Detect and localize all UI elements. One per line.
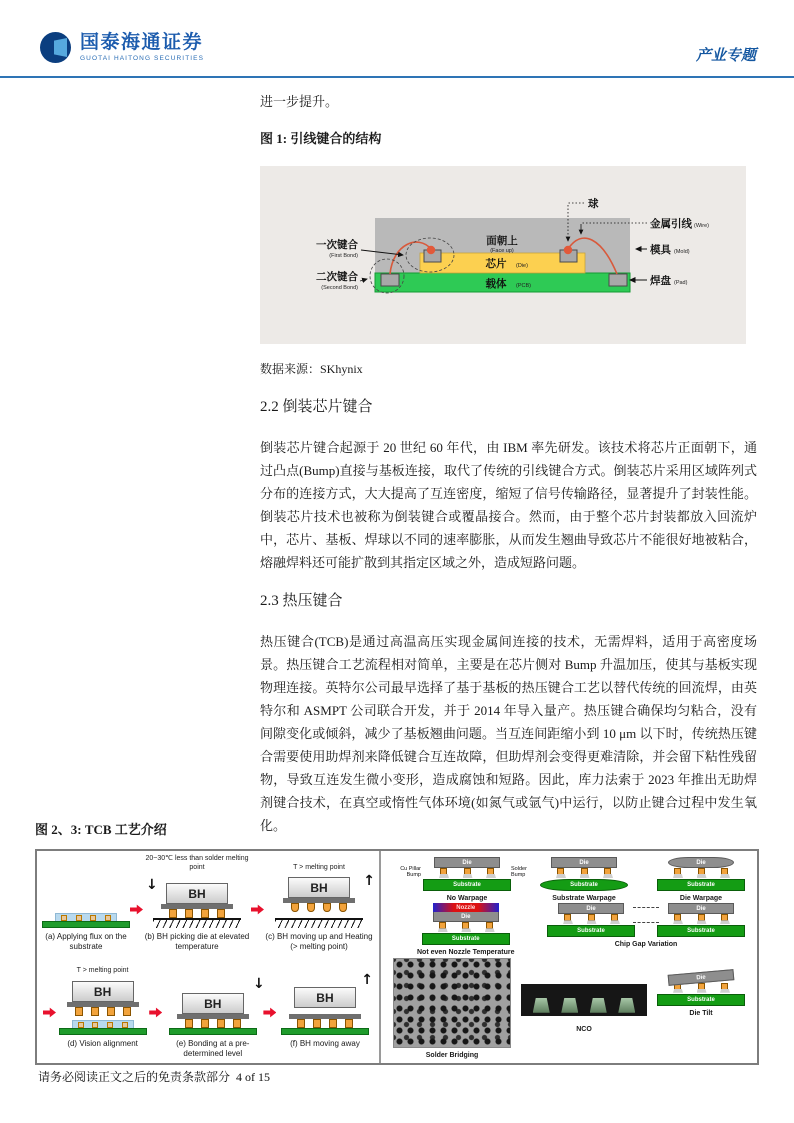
bond-head: BH bbox=[182, 993, 244, 1014]
bump-row bbox=[287, 903, 351, 912]
stage-surface bbox=[275, 918, 363, 928]
substrate-bar: Substrate bbox=[657, 994, 745, 1006]
bump-icon bbox=[107, 1022, 113, 1028]
substrate-bar bbox=[281, 1028, 369, 1035]
bond-head: BH bbox=[166, 883, 228, 904]
tcb-step-row-2 bbox=[43, 958, 373, 1061]
substrate-bar: Substrate bbox=[657, 925, 745, 937]
carrier-label-en: (PCB) bbox=[516, 283, 531, 289]
bump-icon bbox=[674, 914, 681, 921]
mold-label: 模具 bbox=[650, 244, 671, 256]
bump-icon bbox=[91, 1007, 99, 1016]
figure23-caption: 图 2、3: TCB 工艺介绍 bbox=[35, 822, 167, 837]
step-c-caption: (c) BH moving up and Heating (> melting point) bbox=[265, 932, 373, 952]
bump-icon bbox=[588, 914, 595, 921]
brand-text bbox=[80, 33, 204, 62]
step-c-note: T > melting point bbox=[293, 863, 345, 871]
die-bar-warped: Die bbox=[668, 857, 734, 868]
die-bar: Die bbox=[433, 911, 499, 922]
nco-bump-icon bbox=[561, 998, 578, 1013]
die-bar: Die bbox=[551, 857, 617, 868]
step-b-caption: (b) BH picking die at elevated temperature bbox=[144, 932, 250, 952]
section-2-3-heading: 2.3 热压键合 bbox=[260, 593, 343, 609]
die-bar: Die bbox=[558, 903, 624, 914]
up-arrow-icon: ↑ bbox=[361, 972, 373, 988]
solder-ball-right bbox=[564, 246, 572, 254]
next-step-arrow-icon bbox=[149, 1007, 162, 1018]
down-arrow-icon: ↓ bbox=[146, 877, 158, 893]
figure23-panel bbox=[35, 849, 759, 1065]
bump-icon bbox=[440, 868, 447, 875]
substrate-bar: Substrate bbox=[547, 925, 635, 937]
bond-head: BH bbox=[294, 987, 356, 1008]
defect-caption: No Warpage bbox=[446, 895, 488, 902]
bump-icon bbox=[78, 1022, 84, 1028]
step-a-graphic bbox=[42, 872, 130, 928]
solder-ball-left bbox=[427, 246, 435, 254]
intro-paragraph: 进一步提升。 bbox=[260, 94, 339, 109]
bump-icon bbox=[105, 915, 111, 921]
bump-icon bbox=[185, 909, 193, 918]
bump-icon bbox=[61, 915, 67, 921]
bump-row bbox=[181, 1019, 245, 1028]
page-header bbox=[40, 32, 204, 63]
next-step-arrow-icon bbox=[263, 1007, 276, 1018]
bump-icon bbox=[323, 903, 331, 912]
step-d-note: T > melting point bbox=[76, 966, 129, 974]
defect-nco bbox=[521, 984, 647, 1034]
bump-icon bbox=[345, 1019, 353, 1028]
nco-image bbox=[521, 984, 647, 1016]
brand-name: 国泰海通证券 bbox=[80, 32, 204, 53]
bump-icon bbox=[698, 914, 705, 921]
bump-row bbox=[165, 909, 229, 918]
bump-icon bbox=[185, 1019, 193, 1028]
tcb-step-d bbox=[57, 958, 149, 1061]
ball-label: 球 bbox=[588, 198, 599, 210]
bump-icon bbox=[313, 1019, 321, 1028]
defect-solder-bridging bbox=[393, 958, 511, 1060]
step-f-graphic bbox=[281, 975, 369, 1035]
bump-icon bbox=[439, 922, 446, 929]
substrate-bar-warped: Substrate bbox=[540, 879, 628, 891]
bump-icon bbox=[462, 922, 469, 929]
bump-icon bbox=[698, 868, 705, 875]
step-e-graphic bbox=[169, 975, 257, 1035]
substrate-bar: Substrate bbox=[657, 879, 745, 891]
nco-bump-icon bbox=[533, 998, 550, 1013]
first-bond-label-en: (First Bond) bbox=[329, 253, 358, 259]
bump-icon bbox=[581, 868, 588, 875]
step-b-graphic bbox=[153, 872, 241, 928]
tcb-step-row-1 bbox=[43, 855, 373, 958]
die-label: 芯片 bbox=[485, 258, 507, 270]
brand-subtitle: GUOTAI HAITONG SECURITIES bbox=[80, 55, 205, 62]
defect-caption: Die Tilt bbox=[689, 1009, 713, 1017]
nozzle-bar: Nozzle bbox=[433, 903, 499, 912]
brand-logo-facet bbox=[54, 38, 67, 57]
defect-die-tilt bbox=[657, 972, 745, 1018]
bump-row bbox=[674, 914, 728, 921]
bump-icon bbox=[201, 909, 209, 918]
first-bond-label: 一次键合 bbox=[316, 239, 358, 251]
defect-nozzle-temperature bbox=[417, 903, 515, 957]
die-bar: Die bbox=[434, 857, 500, 868]
substrate-bar bbox=[42, 921, 130, 928]
step-d-caption: (d) Vision alignment bbox=[67, 1039, 138, 1048]
bump-icon bbox=[721, 868, 728, 875]
die-bar: Die bbox=[668, 903, 734, 914]
defect-caption: Substrate Warpage bbox=[552, 895, 616, 902]
bump-icon bbox=[76, 915, 82, 921]
substrate-bar bbox=[169, 1028, 257, 1035]
substrate-bar: Substrate bbox=[422, 933, 510, 945]
footer-disclaimer: 请务必阅读正文之后的免责条款部分 bbox=[38, 1070, 231, 1084]
bump-icon bbox=[90, 915, 96, 921]
defect-caption: Not even Nozzle Temperature bbox=[417, 949, 515, 957]
defect-caption: Chip Gap Variation bbox=[614, 941, 678, 949]
next-step-arrow-icon bbox=[251, 904, 264, 915]
solder-bump-label: Solder Bump bbox=[511, 866, 527, 879]
bump-row bbox=[440, 868, 494, 875]
bump-icon bbox=[107, 1007, 115, 1016]
nco-bump-icon bbox=[590, 998, 607, 1013]
substrate-bar bbox=[59, 1028, 147, 1035]
bump-icon bbox=[217, 909, 225, 918]
wire-label-en: (Wire) bbox=[694, 223, 709, 229]
tcb-defect-panel bbox=[381, 851, 757, 1063]
bump-icon bbox=[487, 868, 494, 875]
tcb-step-e bbox=[163, 958, 263, 1061]
tcb-step-b bbox=[144, 855, 250, 958]
step-c-graphic bbox=[275, 872, 363, 928]
tcb-step-f bbox=[277, 958, 373, 1061]
bump-icon bbox=[604, 868, 611, 875]
step-e-caption: (e) Bonding at a pre-determined level bbox=[176, 1039, 250, 1059]
bump-row bbox=[674, 868, 728, 875]
bump-icon bbox=[123, 1007, 131, 1016]
chip-gap-assembly bbox=[657, 903, 745, 937]
figure1-source: 数据来源：SKhynix bbox=[260, 362, 363, 376]
bump-icon bbox=[291, 903, 299, 912]
defect-caption: Solder Bridging bbox=[425, 1051, 479, 1059]
substrate-pad-right bbox=[609, 274, 627, 286]
die-label-en: (Die) bbox=[516, 263, 528, 269]
header-divider bbox=[0, 76, 794, 78]
bump-icon bbox=[698, 983, 705, 990]
bump-icon bbox=[339, 903, 347, 912]
bond-head: BH bbox=[72, 981, 134, 1002]
bump-icon bbox=[92, 1022, 98, 1028]
bump-icon bbox=[464, 868, 471, 875]
chip-gap-assembly bbox=[547, 903, 635, 937]
down-arrow-icon: ↓ bbox=[253, 976, 265, 992]
footer-page-number: 4 of 15 bbox=[236, 1070, 271, 1084]
substrate-pad-left bbox=[381, 274, 399, 286]
page-footer bbox=[38, 1068, 276, 1085]
tcb-step-a bbox=[43, 855, 129, 958]
mold-label-en: (Mold) bbox=[674, 249, 690, 255]
substrate-bar: Substrate bbox=[423, 879, 511, 891]
bump-icon bbox=[611, 914, 618, 921]
second-bond-label-en: (Second Bond) bbox=[321, 285, 358, 291]
bump-icon bbox=[217, 1019, 225, 1028]
die-bar-tilted: Die bbox=[668, 969, 735, 986]
bump-icon bbox=[557, 868, 564, 875]
defect-chip-gap-variation bbox=[547, 903, 745, 949]
nco-bump-icon bbox=[618, 998, 635, 1013]
bump-icon bbox=[329, 1019, 337, 1028]
section-2-2-paragraph: 倒装芯片键合起源于 20 世纪 60 年代，由 IBM 率先研发。该技术将芯片正面朝下，通过凸点(Bump)直接与基板连接，取代了传统的引线键合方式。倒装芯片采用区域阵列式分布的连接方式，大大提高了互连密度，缩短了信号传输路径，显著提升了封装性能。倒装芯片技术也被称为倒装键合或覆晶接合。然而，由于整个芯片封装都放入回流炉中，芯片、基板、焊球以不同的速率膨胀，从而发生翘曲导致芯片不能很好地被粘合，熔融焊料还可能扩散到其指定区域之外，造成短路问题。 bbox=[260, 440, 757, 570]
figure1-caption: 图 1: 引线键合的结构 bbox=[260, 131, 382, 146]
defect-row-2 bbox=[393, 903, 745, 957]
wire-label: 金属引线 bbox=[650, 218, 692, 230]
report-type-label: 产业专题 bbox=[695, 48, 756, 64]
figure1-diagram bbox=[260, 166, 746, 344]
defect-row-1 bbox=[393, 857, 745, 903]
bump-icon bbox=[233, 1019, 241, 1028]
defect-caption: NCO bbox=[576, 1025, 592, 1033]
step-b-note: 20~30℃ less than solder melting point bbox=[145, 854, 249, 871]
section-2-2-heading: 2.2 倒装芯片键合 bbox=[260, 399, 373, 415]
step-d-graphic bbox=[59, 975, 147, 1035]
bump-row bbox=[564, 914, 618, 921]
section-2-3-paragraph: 热压键合(TCB)是通过高温高压实现金属间连接的技术，无需焊料，适用于高密度场景。热压键合工艺流程相对简单，主要是在芯片侧对 Bump 升温加压，使其与基板实现物理连接。英特尔公司最早选择了基于基板的热压键合工艺以替代传统的回流焊，由英特尔和 ASMPT 公司联合开发，并于 2014 年导入量产。热压键合确保均匀粘合，没有间隙变化或倾斜，减少了基板翘曲问题。当互连间距缩小到 10 μm 以下时，传统热压键合需要使用助焊剂来降低键合互连故障，但助焊剂会变得更难清除，并会留下粘性残留物，导致互连发生微小变形，造成腐蚀和短路。因此，库力法索于 2023 年推出无助焊剂键合技术，在真空或惰性气体环境(如氮气或氩气)中运行，以防止键合过程中发生氧化。 bbox=[260, 634, 757, 833]
bond-head: BH bbox=[288, 877, 350, 898]
carrier-label: 载体 bbox=[485, 278, 507, 290]
bump-row bbox=[439, 922, 493, 929]
next-step-arrow-icon bbox=[43, 1007, 56, 1018]
second-bond-label: 二次键合 bbox=[316, 271, 358, 283]
stage-surface bbox=[153, 918, 241, 928]
chip-gap-diagram bbox=[547, 903, 745, 937]
next-step-arrow-icon bbox=[130, 904, 143, 915]
step-f-caption: (f) BH moving away bbox=[290, 1039, 360, 1048]
step-a-caption: (a) Applying flux on the substrate bbox=[45, 932, 127, 952]
defect-row-3 bbox=[393, 958, 745, 1060]
defect-die-warpage bbox=[657, 857, 745, 903]
bump-icon bbox=[307, 903, 315, 912]
bump-icon bbox=[122, 1022, 128, 1028]
defect-no-warpage bbox=[400, 857, 527, 903]
bump-icon bbox=[297, 1019, 305, 1028]
bump-icon bbox=[674, 868, 681, 875]
figure23-block bbox=[35, 818, 759, 1065]
brand-logo-icon bbox=[40, 32, 71, 63]
bump-icon bbox=[75, 1007, 83, 1016]
main-column bbox=[260, 90, 757, 837]
defect-substrate-warpage bbox=[540, 857, 628, 903]
bump-icon bbox=[721, 914, 728, 921]
bump-icon bbox=[721, 983, 728, 990]
up-arrow-icon: ↑ bbox=[363, 873, 375, 889]
cu-pillar-bump-label: Cu Pillar Bump bbox=[400, 866, 421, 879]
bump-icon bbox=[201, 1019, 209, 1028]
bump-icon bbox=[486, 922, 493, 929]
defect-caption: Die Warpage bbox=[679, 895, 723, 902]
pad-label-en: (Pad) bbox=[674, 280, 688, 286]
face-up-label-en: (Face up) bbox=[490, 248, 514, 254]
tcb-step-c bbox=[265, 855, 373, 958]
solder-bridging-image bbox=[393, 958, 511, 1048]
bump-icon bbox=[564, 914, 571, 921]
pad-label: 焊盘 bbox=[650, 275, 671, 287]
bump-row bbox=[71, 1007, 135, 1016]
bump-icon bbox=[169, 909, 177, 918]
face-up-label: 面朝上 bbox=[486, 235, 518, 247]
bump-row bbox=[557, 868, 611, 875]
tcb-process-panel bbox=[37, 851, 381, 1063]
bump-row bbox=[293, 1019, 357, 1028]
